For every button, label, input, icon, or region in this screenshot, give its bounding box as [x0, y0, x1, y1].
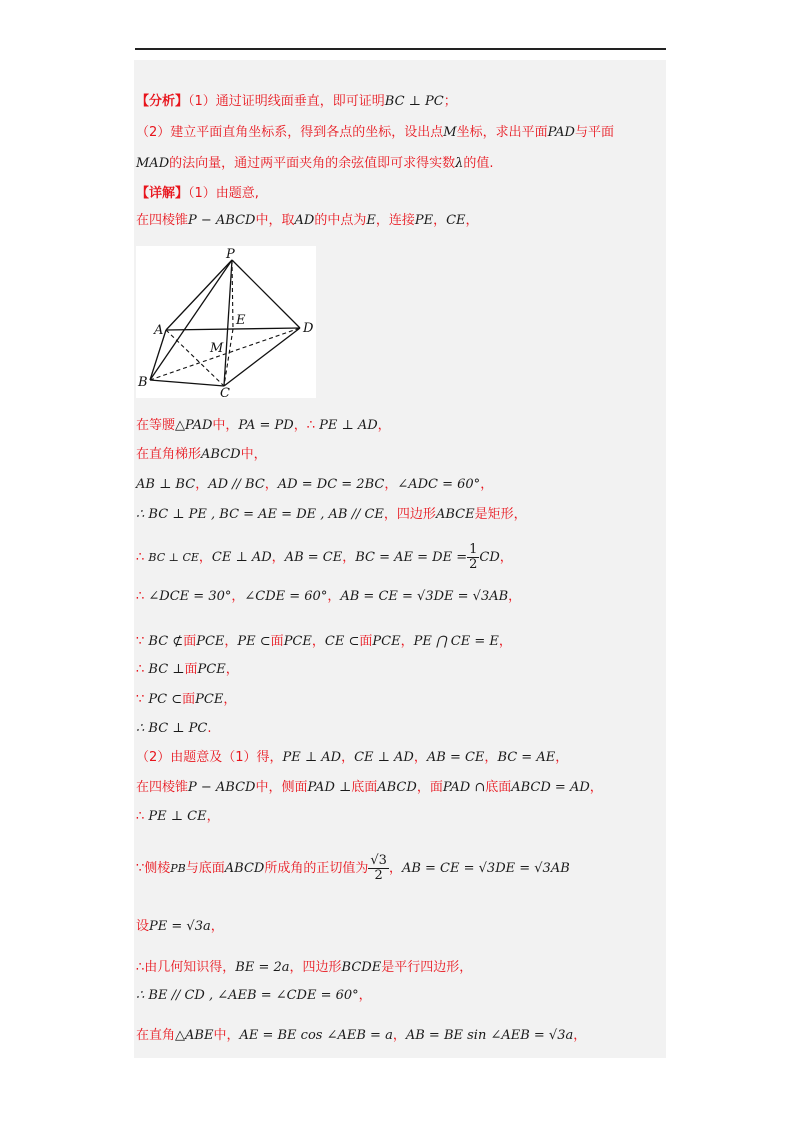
detail-line-7: 在直角梯形ABCD中， — [136, 447, 267, 462]
analysis-tag: 【分析】 — [136, 94, 189, 109]
detail-line-16: （2）由题意及（1）得，PE ⊥ AD，CE ⊥ AD，AB = CE，BC = AE， — [136, 750, 569, 765]
detail-line-20: 设PE = √3a， — [136, 919, 224, 934]
fraction-one-half: $\frac{1}{2}$ — [469, 542, 478, 572]
detail-line-5: 在四棱锥P − ABCD中，取AD的中点为E，连接PE，CE， — [136, 213, 479, 228]
label-m: M — [210, 341, 224, 356]
detail-heading: 【详解】（1）由题意, — [136, 186, 259, 201]
detail-line-13: ∴ BC ⊥面PCE， — [136, 662, 239, 677]
analysis-line-1: 【分析】（1）通过证明线面垂直，即可证明BC ⊥ PC； — [136, 94, 457, 109]
detail-tag: 【详解】 — [136, 186, 189, 201]
detail-line-22: ∴ BE // CD , ∠AEB = ∠CDE = 60°， — [136, 988, 372, 1003]
detail-line-10: ∴ BC ⊥ CE，CE ⊥ AD，AB = CE，BC = AE = DE = $\frac{1}{2}$ CD， — [136, 542, 513, 572]
detail-line-17: 在四棱锥P − ABCD中，侧面PAD ⊥底面ABCD，面PAD ∩底面ABCD = AD， — [136, 780, 603, 795]
detail-line-18: ∴ PE ⊥ CE， — [136, 809, 220, 824]
detail-line-6: 在等腰△PAD中，PA = PD，∴ PE ⊥ AD， — [136, 418, 391, 433]
detail-line-15: ∴ BC ⊥ PC. — [136, 721, 212, 736]
detail-line-23: 在直角△ABE中，AE = BE cos ∠AEB = a，AB = BE sin ∠AEB = √3a， — [136, 1028, 587, 1043]
label-e: E — [236, 313, 246, 328]
label-b: B — [138, 375, 148, 390]
label-p: P — [226, 247, 235, 262]
detail-line-12: ∵ BC ⊄面PCE，PE ⊂面PCE，CE ⊂面PCE，PE ⋂ CE = E， — [136, 634, 512, 649]
fraction-sqrt3-over-2: $\frac{√3}{2}$ — [370, 853, 387, 883]
detail-line-14: ∵ PC ⊂面PCE， — [136, 692, 237, 707]
label-c: C — [220, 386, 230, 398]
header-rule — [135, 48, 666, 50]
pyramid-figure — [136, 246, 316, 398]
pyramid-diagram — [136, 246, 316, 398]
detail-line-9: ∴ BC ⊥ PE , BC = AE = DE , AB // CE，四边形ABCE是矩形， — [136, 507, 527, 522]
detail-line-19: ∵侧棱PB与底面ABCD所成角的正切值为 $\frac{√3}{2}$ ，AB = CE = √3DE = √3AB — [136, 853, 570, 883]
detail-line-21: ∴由几何知识得，BE = 2a，四边形BCDE是平行四边形， — [136, 960, 473, 975]
detail-line-11: ∴ ∠DCE = 30°，∠CDE = 60°，AB = CE = √3DE = √3AB， — [136, 589, 522, 604]
analysis-line-2: （2）建立平面直角坐标系，得到各点的坐标，设出点M坐标，求出平面PAD与平面 — [136, 125, 614, 140]
label-d: D — [303, 321, 314, 336]
detail-line-8: AB ⊥ BC，AD // BC，AD = DC = 2BC，∠ADC = 60°， — [136, 477, 494, 492]
label-a: A — [154, 323, 164, 338]
analysis-line-3: MAD的法向量，通过两平面夹角的余弦值即可求得实数λ的值. — [136, 156, 494, 171]
